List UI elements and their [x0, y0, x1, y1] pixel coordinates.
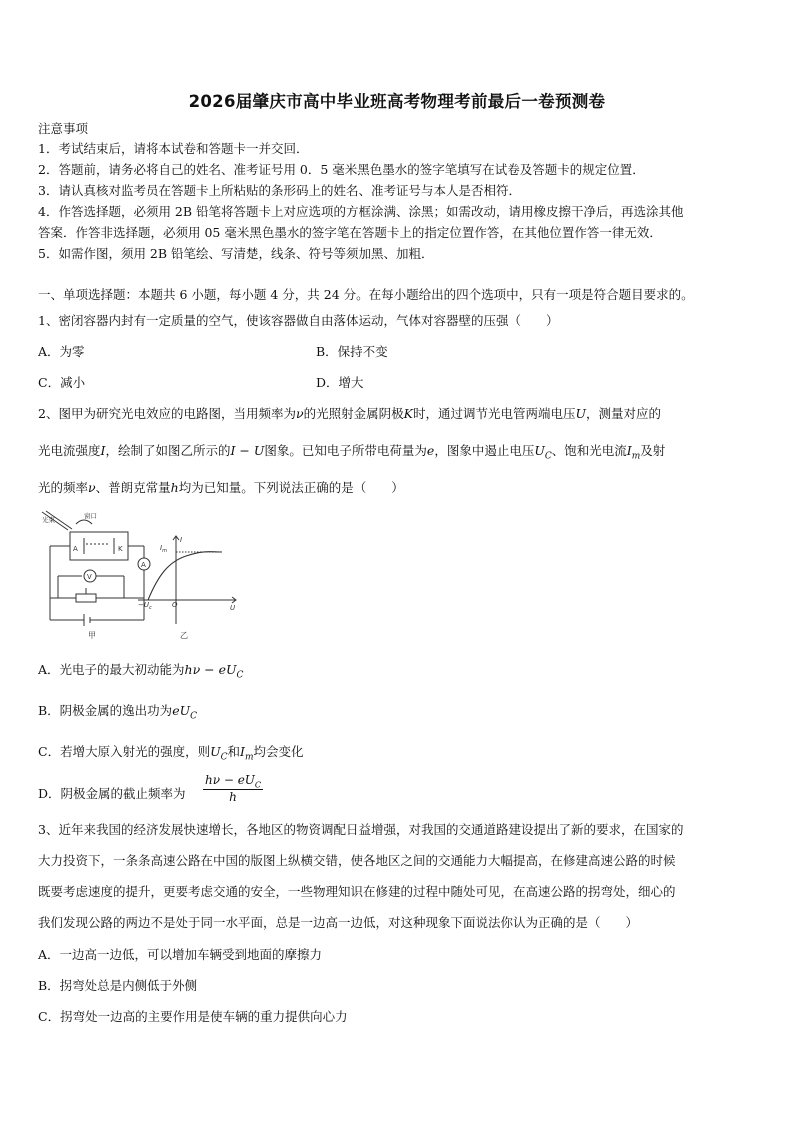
axis-neg-uc-sub: c — [149, 605, 152, 611]
iu-graph — [138, 536, 236, 624]
q3-stem-line-3: 既要考虑速度的提升，更要考虑交通的安全，一些物理知识在修建的过程中随处可见，在高速公路的拐弯处，细心的 — [38, 884, 676, 899]
q2-text: 的光照射金属阴极 — [303, 406, 404, 421]
voltmeter-label: V — [87, 573, 92, 581]
math-sub: C — [236, 670, 244, 681]
option-text: D．阴极金属的截止频率为 — [38, 786, 186, 801]
math-sub: C — [544, 451, 552, 462]
option-text: 均会变化 — [253, 744, 304, 759]
graph-im-label — [160, 544, 167, 554]
page-title: 2026届肇庆市高中毕业班高考物理考前最后一卷预测卷 — [188, 92, 606, 111]
window-label: 窗口 — [84, 512, 97, 520]
q1-option-c: C．减小 — [38, 375, 86, 390]
math-k: K — [403, 406, 413, 421]
math-expr: hν − eU — [184, 662, 237, 677]
q2-text: 、饱和光电流 — [551, 443, 627, 458]
q1-stem: 1、密闭容器内封有一定质量的空气，使该容器做自由落体运动，气体对容器壁的压强（ ） — [38, 313, 559, 328]
q3-option-c: C．拐弯处一边高的主要作用是使车辆的重力提供向心力 — [38, 1009, 348, 1024]
math-sub: C — [254, 780, 262, 790]
light-beam-label: 光束 — [42, 516, 55, 524]
math-sub: m — [631, 451, 641, 462]
option-text: 和 — [227, 744, 241, 759]
math-h: h — [170, 480, 179, 495]
q2-option-d-fraction — [203, 773, 263, 804]
q2-text: 均为已知量。下列说法正确的是（ ） — [178, 480, 404, 495]
notice-item-2: 2．答题前，请务必将自己的姓名、准考证号用 0．5 毫米黑色墨水的签字笔填写在试卷及答题卡的规定位置． — [38, 162, 645, 177]
notice-item-1: 1．考试结束后，请将本试卷和答题卡一并交回． — [38, 141, 309, 156]
q3-stem-line-4: 我们发现公路的两边不是处于同一水平面，总是一边高一边低，对这种现象下面说法你认为正确的是（ ） — [38, 915, 639, 930]
q3-option-b: B．拐弯处总是内侧低于外侧 — [38, 978, 198, 993]
axis-im-sub: m — [162, 548, 167, 554]
q2-option-d — [38, 786, 186, 802]
q2-text: 光的频率 — [38, 480, 89, 495]
math-sub: C — [190, 711, 198, 722]
q2-text: ，测量对应的 — [586, 406, 662, 421]
option-text: B．阴极金属的逸出功为 — [38, 703, 173, 718]
q2-text: ，绘制了如图乙所示的 — [105, 443, 231, 458]
q3-stem-line-2: 大力投资下，一条条高速公路在中国的版图上纵横交错，使各地区之间的交通能力大幅提高，在修建高速公路的时候 — [38, 853, 676, 868]
q3-stem-line-1: 3、近年来我国的经济发展快速增长，各地区的物资调配日益增强，对我国的交通道路建设提出了新的要求，在国家的 — [38, 822, 684, 837]
notice-item-5: 5．如需作图，须用 2B 铅笔绘、写清楚，线条、符号等须加黑、加粗． — [38, 246, 434, 261]
math-nu: ν — [88, 480, 96, 495]
math-uc: U — [210, 744, 221, 759]
option-text: C．若增大原入射光的强度，则 — [38, 744, 211, 759]
q2-option-b — [38, 703, 197, 725]
q2-stem-line-3 — [38, 480, 404, 496]
q2-text: 时，通过调节光电管两端电压 — [412, 406, 576, 421]
q2-text: 2、图甲为研究光电效应的电路图，当用频率为 — [38, 406, 296, 421]
axis-neg-uc: −U — [138, 601, 149, 609]
figure-yi-caption: 乙 — [180, 631, 188, 640]
q2-stem-line-2 — [38, 443, 665, 465]
math-expr: eU — [172, 703, 191, 718]
graph-u-axis-label: U — [230, 604, 236, 612]
q1-option-d: D．增大 — [316, 375, 364, 390]
notice-item-4-cont: 答案．作答非选择题，必须用 05 毫米黑色墨水的签字笔在答题卡上的指定位置作答，在其他位置作答一律无效． — [38, 225, 662, 240]
q2-text: 图象。已知电子所带电荷量为 — [264, 443, 427, 458]
math-e: e — [426, 443, 435, 458]
circuit-diagram — [42, 511, 150, 626]
q2-text: 、普朗克常量 — [95, 480, 171, 495]
notice-item-4: 4．作答选择题，必须用 2B 铅笔将答题卡上对应选项的方框涂满、涂黑；如需改动，请用橡皮擦干净后，再选涂其他 — [38, 204, 684, 219]
math-u: U — [575, 406, 586, 421]
q2-option-a — [38, 662, 243, 684]
math-nu: ν — [295, 406, 304, 421]
math-im: I — [626, 443, 632, 458]
math-i-u: I − U — [230, 443, 265, 458]
notice-heading: 注意事项 — [38, 121, 89, 136]
ammeter-label: A — [141, 561, 146, 569]
math-sub: m — [244, 752, 254, 763]
graph-origin-label: O — [172, 601, 178, 609]
fraction-numerator — [203, 773, 263, 790]
anode-label: A — [73, 545, 78, 553]
q2-figures — [40, 510, 250, 640]
graph-neg-uc-label — [138, 601, 152, 611]
math-uc: U — [534, 443, 545, 458]
notice-item-3: 3．请认真核对监考员在答题卡上所粘贴的条形码上的姓名、准考证号与本人是否相符． — [38, 183, 521, 198]
section-heading: 一、单项选择题：本题共 6 小题，每小题 4 分，共 24 分。在每小题给出的四个选项中，只有一项是符合题目要求的。 — [38, 287, 694, 302]
figure-jia-caption: 甲 — [88, 631, 96, 640]
q2-text: 及射 — [640, 443, 666, 458]
math-i: I — [100, 443, 106, 458]
math-sub: C — [220, 752, 228, 763]
q2-text: 光电流强度 — [38, 443, 101, 458]
q3-option-a: A．一边高一边低，可以增加车辆受到地面的摩擦力 — [38, 947, 323, 962]
q2-stem-line-1 — [38, 406, 661, 422]
cathode-label: K — [118, 545, 123, 553]
q2-option-c — [38, 744, 304, 766]
graph-i-axis-label: I — [180, 536, 183, 544]
q1-option-a: A．为零 — [38, 344, 85, 359]
fraction-denominator: h — [229, 790, 237, 805]
option-text: A．光电子的最大初动能为 — [38, 662, 185, 677]
math-expr: hν − eU — [205, 773, 255, 787]
axis-im: I — [160, 544, 163, 552]
math-im: I — [240, 744, 245, 759]
q1-option-b: B．保持不变 — [316, 344, 388, 359]
q2-text: ，图象中遏止电压 — [434, 443, 535, 458]
